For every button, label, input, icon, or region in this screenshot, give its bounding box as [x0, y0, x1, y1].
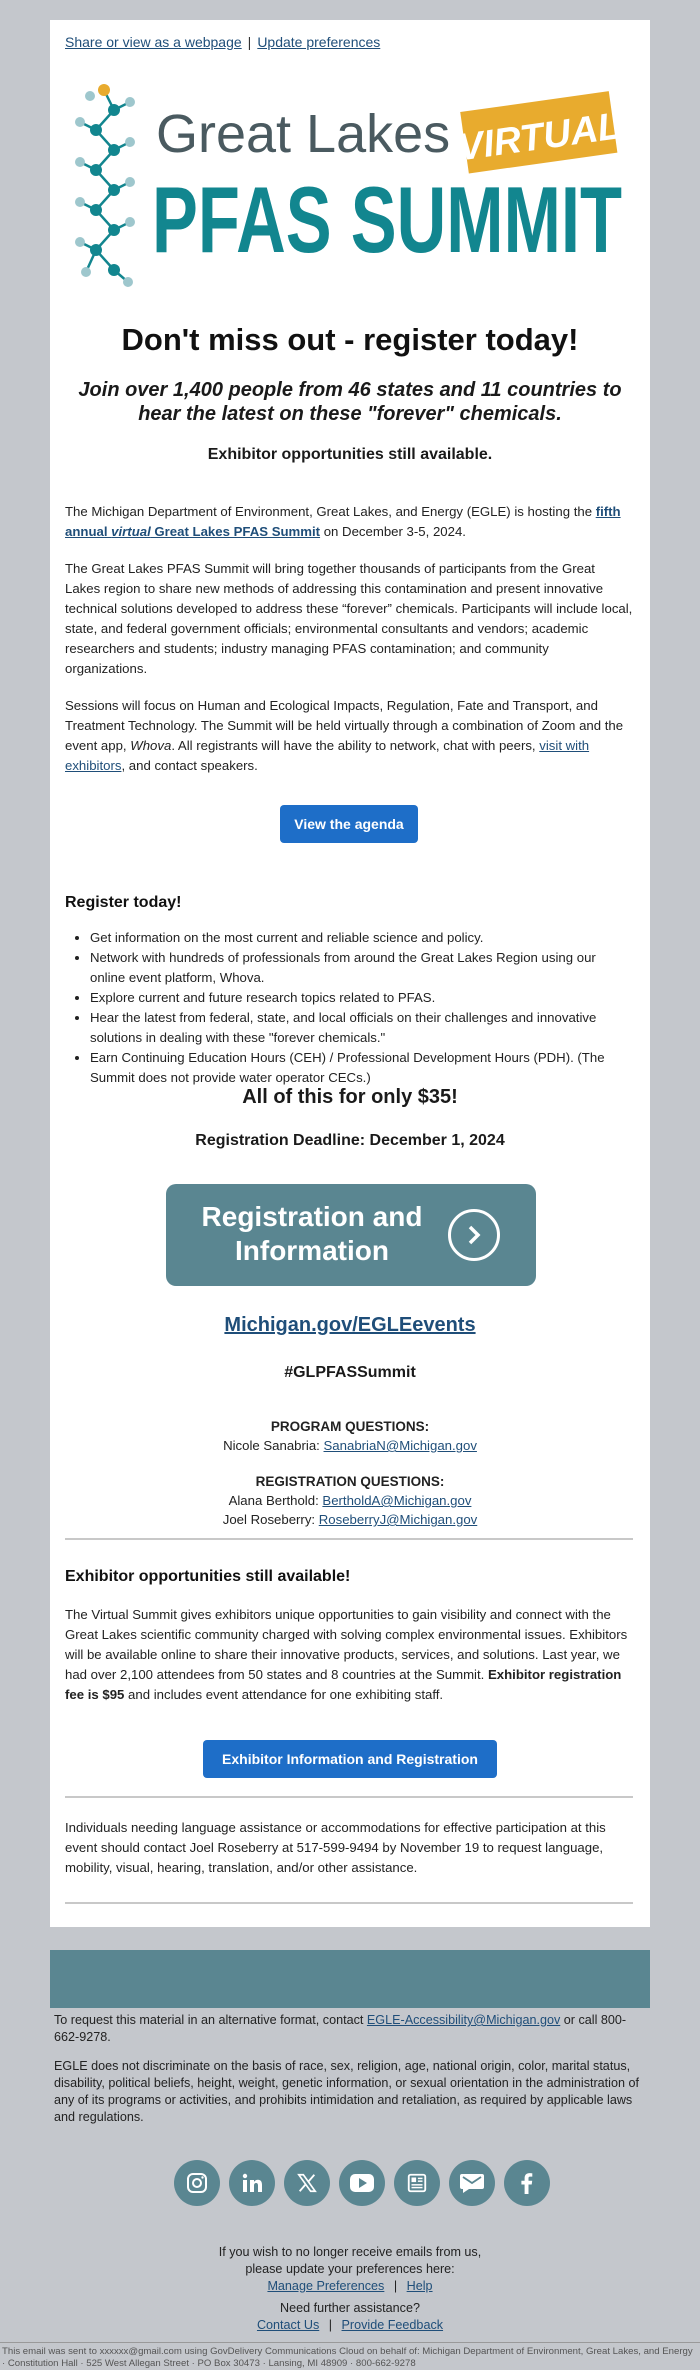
- exhibitor-paragraph: [65, 1605, 633, 1705]
- alt-format-start: To request this material in an alternative format, contact: [54, 2013, 367, 2027]
- alt-format-text: [54, 2012, 644, 2046]
- divider: [65, 1902, 633, 1904]
- exhibitor-note: Exhibitor opportunities still available.: [207, 446, 493, 463]
- registration-questions-heading: REGISTRATION QUESTIONS:: [255, 1474, 445, 1489]
- program-questions: [50, 1417, 650, 1455]
- virtual-badge: [453, 90, 624, 174]
- unsub-line-2: please update your preferences here:: [245, 2262, 455, 2276]
- email-card: [50, 20, 650, 1927]
- intro-p1-end: on December 3-5, 2024.: [320, 524, 466, 539]
- update-preferences-link[interactable]: Update preferences: [257, 34, 381, 50]
- logo-line2: PFAS SUMMIT: [152, 167, 622, 272]
- linkedin-icon[interactable]: [229, 2160, 275, 2206]
- virtual-badge-text: VIRTUAL: [455, 105, 624, 170]
- exhibitor-fee: Exhibitor registration fee is $95: [65, 1667, 622, 1702]
- alt-format-end: or call 800-662-9278.: [54, 2013, 627, 2044]
- divider: [0, 2342, 700, 2343]
- top-links-separator: |: [247, 34, 252, 50]
- x-icon[interactable]: [284, 2160, 330, 2206]
- register-bullets: [90, 928, 630, 1088]
- list-item: • Earn Continuing Education Hours (CEH) / Professional Development Hours (PDH). (The Summit does not provide water operator CECs.): [90, 1048, 630, 1088]
- divider: [65, 1538, 633, 1540]
- nondiscrimination-text: EGLE does not discriminate on the basis of race, sex, religion, age, national origin, color, marital status, disability, political beliefs, height, weight, genetic information, or sexual orientation in the administration of any of its programs or activities, and prohibits intimidation and retaliation, as required by applicable laws and regulations.: [54, 2059, 639, 2124]
- intro-p3-end: , and contact speakers.: [121, 758, 258, 773]
- exhibitor-fee-end: and includes event attendance for one exhibiting staff.: [124, 1687, 444, 1702]
- unsub-line-1: If you wish to no longer receive emails from us,: [218, 2245, 482, 2259]
- program-contact-name: Nicole Sanabria:: [223, 1438, 324, 1453]
- manage-preferences-link[interactable]: Manage Preferences: [267, 2279, 385, 2293]
- provide-feedback-link[interactable]: Provide Feedback: [341, 2318, 444, 2332]
- price-text: All of this for only $35!: [242, 1086, 458, 1108]
- youtube-icon[interactable]: [339, 2160, 385, 2206]
- intro-p3-start: Sessions will focus on Human and Ecological Impacts, Regulation, Fate and Transport, and Treatment Technology. The Summit will be held virtually through a combination of Zoom and the event app,: [65, 698, 624, 753]
- list-item: • Hear the latest from federal, state, and local officials on their challenges and innovative solutions in dealing with these "forever chemicals.": [90, 1008, 630, 1048]
- pfas-summit-logo: [66, 72, 636, 290]
- molecule-nodes: [75, 84, 135, 287]
- newsletter-icon[interactable]: [394, 2160, 440, 2206]
- footer-banner: [50, 1950, 650, 2008]
- registration-contact-email-2[interactable]: RoseberryJ@Michigan.gov: [318, 1512, 478, 1527]
- divider: [65, 1796, 633, 1798]
- program-questions-heading: PROGRAM QUESTIONS:: [270, 1419, 430, 1434]
- exhibitor-title: Exhibitor opportunities still available!: [65, 1568, 351, 1585]
- facebook-icon[interactable]: [504, 2160, 550, 2206]
- registration-questions: [50, 1472, 650, 1529]
- egle-events-link[interactable]: Michigan.gov/EGLEevents: [224, 1314, 476, 1336]
- registration-contact-name-2: Joel Roseberry:: [222, 1512, 319, 1527]
- summit-link-a: fifth annual: [65, 504, 621, 539]
- logo-line1: Great Lakes: [156, 104, 451, 164]
- exhibitor-body: The Virtual Summit gives exhibitors unique opportunities to gain visibility and connect with the Great Lakes scientific community charged with solving complex environmental issues. Exhibitors will be available online to share their innovative products, services, and solutions. Last year, we had over 2,100 attendees from 50 states and 8 countries at the Summit.: [65, 1607, 628, 1682]
- register-title: Register today!: [65, 894, 182, 911]
- instagram-icon[interactable]: [174, 2160, 220, 2206]
- contact-us-link[interactable]: Contact Us: [256, 2318, 320, 2332]
- help-link[interactable]: Help: [406, 2279, 433, 2293]
- list-item: • Explore current and future research topics related to PFAS.: [90, 988, 630, 1008]
- intro-paragraph-2: The Great Lakes PFAS Summit will bring together thousands of participants from the Great Lakes region to share new methods of addressing this contamination and present innovative technical solutions developed to address these “forever” chemicals. Participants will include local, state, and federal government officials; environmental consultants and vendors; academic researchers and students; industry managing PFAS contamination; and community organizations.: [65, 561, 633, 676]
- assist-line: Need further assistance?: [279, 2301, 420, 2315]
- unsubscribe-block: [0, 2244, 700, 2295]
- accommodation-paragraph: Individuals needing language assistance or accommodations for effective participation at this event should contact Joel Roseberry at 517-599-9494 by November 19 to request language, mobility, visual, hearing, translation, and/or other assistance.: [65, 1820, 606, 1875]
- registration-banner-label: Registration and Information: [201, 1201, 423, 1266]
- hashtag: #GLPFASSummit: [284, 1364, 416, 1381]
- accessibility-email-link[interactable]: EGLE-Accessibility@Michigan.gov: [366, 2013, 561, 2027]
- intro-paragraph-3: [65, 696, 633, 776]
- intro-paragraph-1: [65, 502, 633, 542]
- footer-separator: |: [393, 2279, 398, 2293]
- share-webpage-link[interactable]: Share or view as a webpage: [65, 34, 242, 50]
- summit-link-c: Great Lakes PFAS Summit: [150, 524, 321, 539]
- headline: Don't miss out - register today!: [121, 322, 579, 357]
- list-item: • Network with hundreds of professionals from around the Great Lakes Region using our online event platform, Whova.: [90, 948, 630, 988]
- chevron-right-icon: [448, 1209, 500, 1261]
- visit-exhibitors-link[interactable]: visit with exhibitors: [65, 738, 590, 773]
- registration-banner-button[interactable]: [166, 1184, 536, 1286]
- list-item: • Get information on the most current and reliable science and policy.: [90, 928, 630, 948]
- intro-p3-mid: . All registrants will have the ability to network, chat with peers,: [171, 738, 540, 753]
- molecule-graphic: [80, 90, 130, 282]
- view-agenda-button[interactable]: View the agenda: [280, 805, 418, 843]
- govdelivery-notice: This email was sent to xxxxxx@gmail.com using GovDelivery Communications Cloud on behalf of: Michigan Department of Environment, Great Lakes, and Energy · Constitution Hall · 525 West Allegan Street · PO Box 30473 · Lansing, MI 48909 · 800-662-9278: [2, 2346, 693, 2369]
- intro-p1-start: The Michigan Department of Environment, Great Lakes, and Energy (EGLE) is hosting the: [65, 504, 596, 519]
- registration-contact-email-1[interactable]: BertholdA@Michigan.gov: [322, 1493, 472, 1508]
- email-icon[interactable]: [449, 2160, 495, 2206]
- registration-contact-name-1: Alana Berthold:: [228, 1493, 323, 1508]
- social-icons: [174, 2160, 550, 2206]
- summit-link-b: virtual: [111, 524, 151, 539]
- program-contact-email[interactable]: SanabriaN@Michigan.gov: [323, 1438, 477, 1453]
- intro-p3-app: Whova: [130, 738, 172, 753]
- deadline-text: Registration Deadline: December 1, 2024: [195, 1132, 505, 1149]
- footer-separator: |: [328, 2318, 333, 2332]
- top-links: [65, 34, 380, 50]
- exhibitor-registration-button[interactable]: Exhibitor Information and Registration: [203, 1740, 497, 1778]
- subheadline: Join over 1,400 people from 46 states and 11 countries to hear the latest on these "forever" chemicals.: [78, 379, 622, 425]
- assistance-block: [0, 2300, 700, 2334]
